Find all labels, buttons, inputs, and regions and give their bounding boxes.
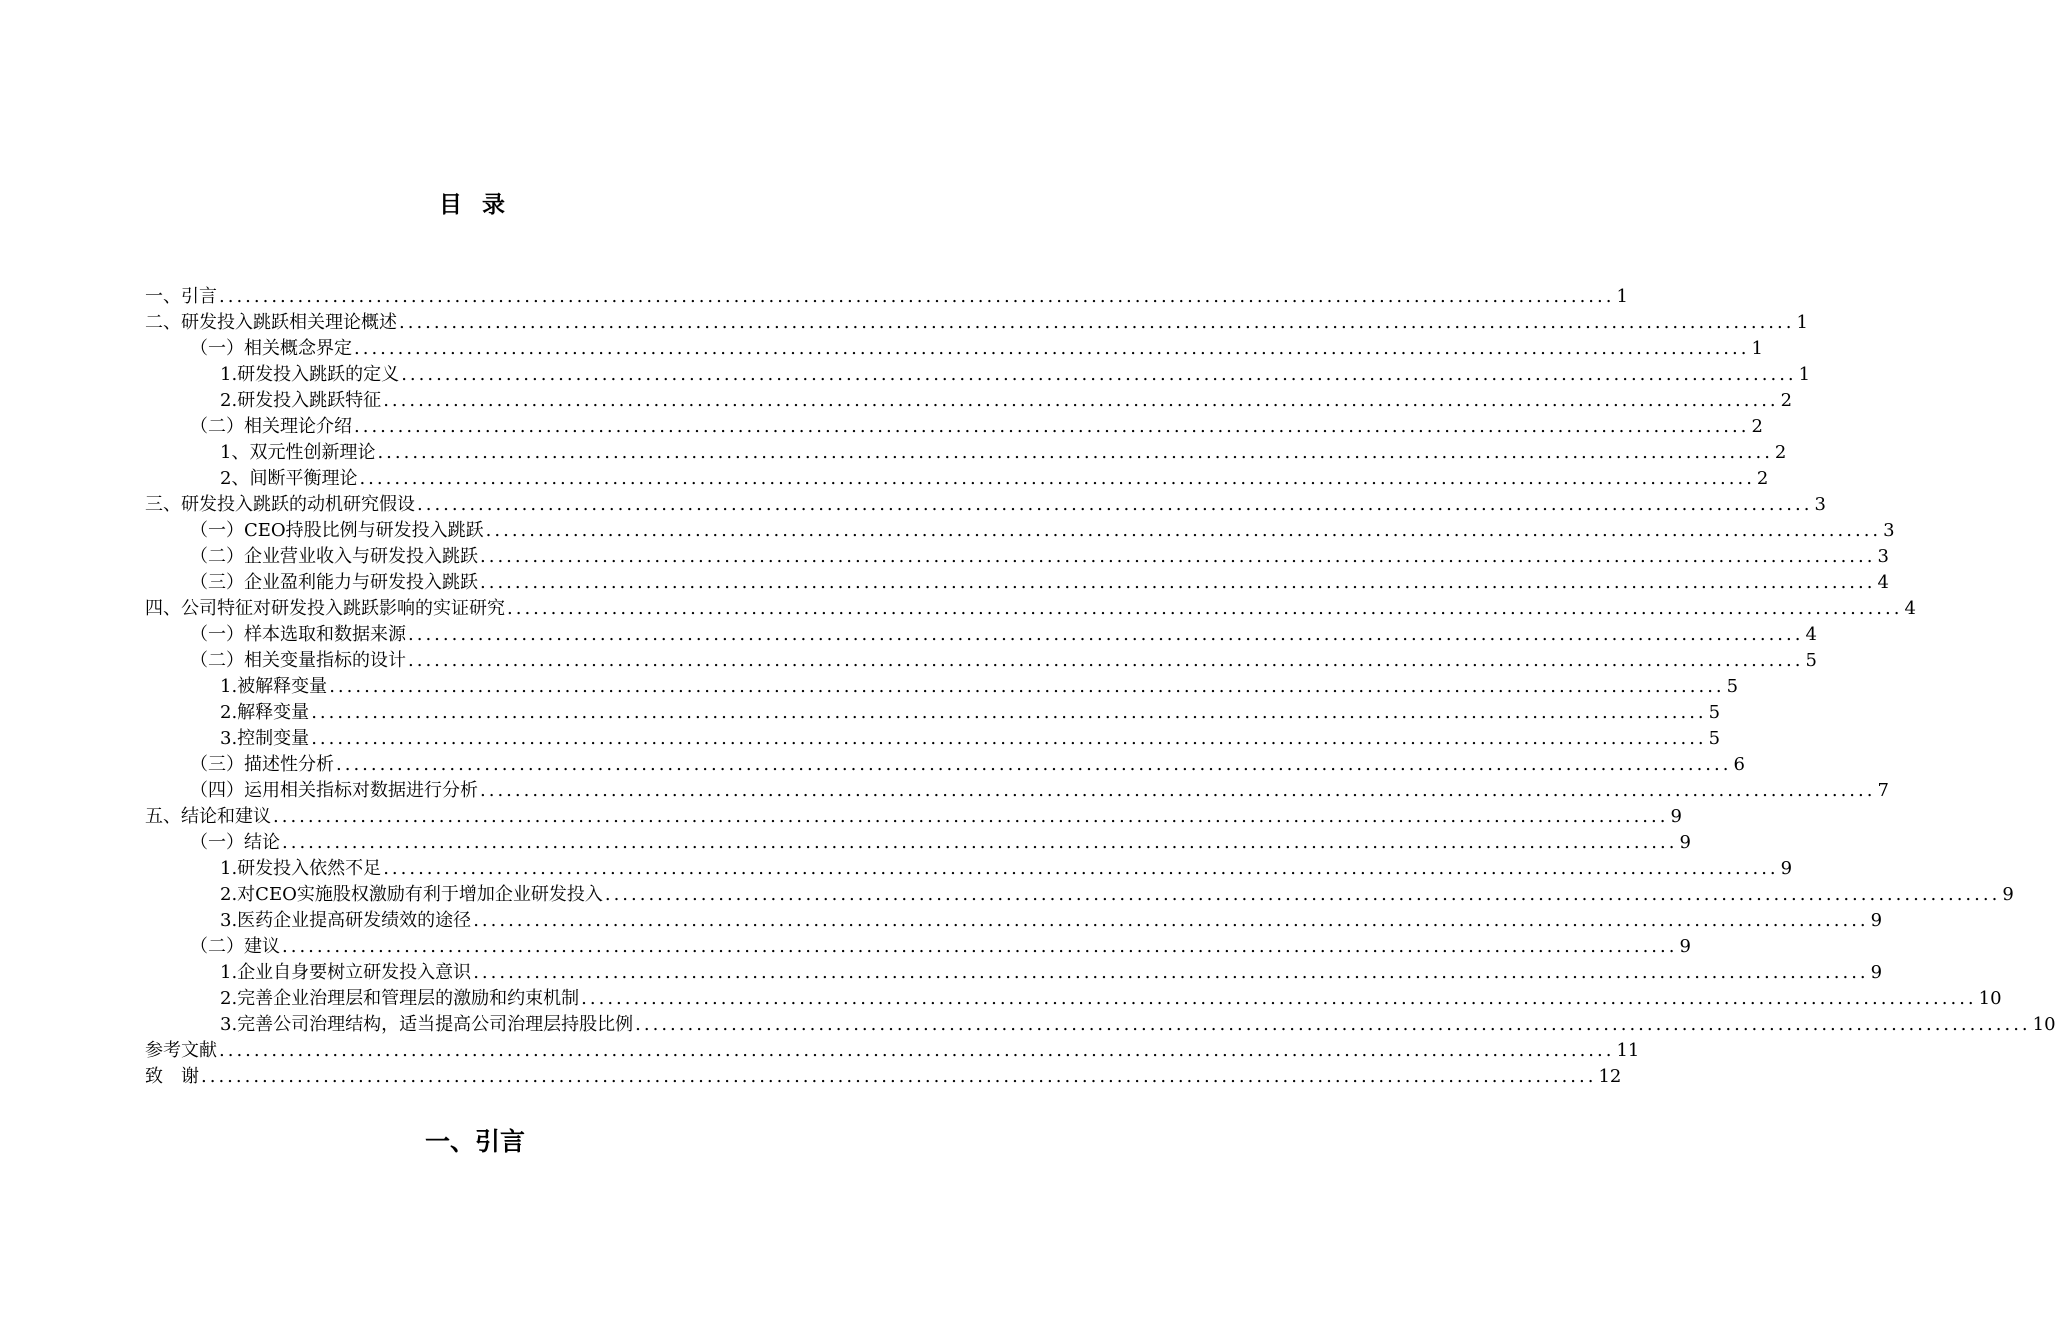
- toc-page-number: 2: [1751, 416, 1763, 437]
- toc-page-number: 9: [1870, 910, 1883, 931]
- toc-leader-dots: [334, 752, 1733, 778]
- toc-leader-dots: [309, 700, 1708, 726]
- toc-entry[interactable]: [145, 440, 1787, 466]
- toc-entry-title: （一）样本选取和数据来源: [190, 624, 406, 645]
- toc-entry-title: （一）结论: [190, 832, 280, 853]
- toc-leader-dots: [352, 414, 1751, 440]
- toc-entry-title: 1、双元性创新理论: [220, 442, 376, 463]
- toc-entry-title: 1.研发投入跳跃的定义: [220, 364, 400, 385]
- toc-page-number: 12: [1598, 1066, 1622, 1087]
- toc-entry[interactable]: [145, 622, 1817, 648]
- toc-entry[interactable]: [145, 960, 1883, 986]
- toc-page-number: 4: [1805, 624, 1817, 645]
- toc-entry-title: 致 谢: [145, 1066, 199, 1087]
- toc-entry-title: 1.研发投入依然不足: [220, 858, 382, 879]
- toc-entry-title: （一）CEO持股比例与研发投入跳跃: [190, 520, 484, 541]
- toc-entry[interactable]: [145, 674, 1739, 700]
- toc-leader-dots: [381, 856, 1780, 882]
- toc-leader-dots: [309, 726, 1708, 752]
- toc-entry[interactable]: [145, 648, 1817, 674]
- toc-entry-title: 3.控制变量: [220, 728, 310, 749]
- toc-leader-dots: [397, 310, 1796, 336]
- toc-page-number: 2: [1774, 442, 1787, 463]
- toc-leader-dots: [415, 492, 1814, 518]
- toc-leader-dots: [357, 466, 1756, 492]
- toc-page-number: 5: [1805, 650, 1817, 671]
- toc-entry-title: 2.研发投入跳跃特征: [220, 390, 382, 411]
- toc-entry-title: （四）运用相关指标对数据进行分析: [190, 780, 478, 801]
- toc-entry[interactable]: [145, 700, 1721, 726]
- toc-entry-title: （三）描述性分析: [190, 754, 334, 775]
- toc-entry-title: 结论和建议: [181, 806, 271, 827]
- toc-leader-dots: [484, 518, 1883, 544]
- toc-entry[interactable]: [145, 726, 1721, 752]
- toc-page-number: 3: [1877, 546, 1889, 567]
- toc-entry[interactable]: [145, 336, 1763, 362]
- toc-leader-dots: [280, 934, 1679, 960]
- toc-entry-title: 公司特征对研发投入跳跃影响的实证研究: [181, 598, 505, 619]
- toc-entry[interactable]: [145, 518, 1895, 544]
- toc-leader-dots: [352, 336, 1751, 362]
- toc-leader-dots: [406, 648, 1805, 674]
- toc-leader-dots: [478, 570, 1877, 596]
- toc-page-number: 4: [1904, 598, 1916, 619]
- toc-entry[interactable]: [145, 778, 1889, 804]
- toc-page-number: 1: [1616, 286, 1628, 307]
- toc-entry-title: （一）相关概念界定: [190, 338, 352, 359]
- toc-leader-dots: [471, 908, 1870, 934]
- toc-entry-title: 3.医药企业提高研发绩效的途径: [220, 910, 472, 931]
- toc-entry-title: 研发投入跳跃的动机研究假设: [181, 494, 415, 515]
- toc-entry-title: 3.完善公司治理结构，适当提高公司治理层持股比例: [220, 1014, 634, 1035]
- toc-page-number: 10: [2032, 1014, 2056, 1035]
- toc-entry[interactable]: [145, 882, 2014, 908]
- toc-title: 目 录: [438, 192, 511, 218]
- toc-entry[interactable]: [145, 830, 1691, 856]
- toc-page-number: 6: [1733, 754, 1745, 775]
- toc-leader-dots: [271, 804, 1670, 830]
- section-heading-introduction: 一、引言: [424, 1127, 525, 1156]
- toc-page-number: 9: [1670, 806, 1682, 827]
- toc-entry[interactable]: [145, 544, 1889, 570]
- toc-entry-title: 研发投入跳跃相关理论概述: [181, 312, 397, 333]
- toc-page-number: 1: [1796, 312, 1808, 333]
- toc-page-number: 1: [1798, 364, 1811, 385]
- toc-page-number: 10: [1978, 988, 2002, 1009]
- toc-entry[interactable]: [145, 986, 2002, 1012]
- toc-entry-title: （二）建议: [190, 936, 280, 957]
- toc-entry[interactable]: [145, 284, 1628, 310]
- toc-leader-dots: [633, 1012, 2032, 1038]
- toc-leader-dots: [381, 388, 1780, 414]
- toc-page-number: 5: [1708, 728, 1721, 749]
- toc-page-number: 1: [1751, 338, 1763, 359]
- toc-entry-title: 2、间断平衡理论: [220, 468, 358, 489]
- toc-entry[interactable]: [145, 492, 1826, 518]
- toc-entry-title: 2.完善企业治理层和管理层的激励和约束机制: [220, 988, 580, 1009]
- toc-leader-dots: [199, 1064, 1598, 1090]
- toc-entry-title: （三）企业盈利能力与研发投入跳跃: [190, 572, 478, 593]
- toc-entry[interactable]: [145, 856, 1793, 882]
- toc-entry-title: 1.被解释变量: [220, 676, 328, 697]
- toc-page-number: 3: [1814, 494, 1826, 515]
- toc-entry[interactable]: [145, 466, 1769, 492]
- toc-leader-dots: [217, 1038, 1616, 1064]
- toc-page-number: 9: [1679, 832, 1691, 853]
- toc-page-number: 2: [1780, 390, 1793, 411]
- toc-leader-dots: [478, 544, 1877, 570]
- toc-page-number: 11: [1616, 1040, 1640, 1061]
- toc-page-number: 9: [1870, 962, 1883, 983]
- toc-entry-number: 四、: [145, 598, 181, 619]
- toc-entry-title: 参考文献: [145, 1040, 217, 1061]
- toc-page-number: 3: [1883, 520, 1895, 541]
- toc-leader-dots: [471, 960, 1870, 986]
- toc-leader-dots: [406, 622, 1805, 648]
- toc-entry[interactable]: [145, 310, 1808, 336]
- toc-entry[interactable]: [145, 804, 1682, 830]
- toc-page-number: 4: [1877, 572, 1889, 593]
- toc-entry[interactable]: [145, 752, 1745, 778]
- toc-leader-dots: [603, 882, 2002, 908]
- toc-entry-title: （二）相关理论介绍: [190, 416, 352, 437]
- toc-entry-number: 五、: [145, 806, 181, 827]
- toc-entry[interactable]: [145, 1038, 1640, 1064]
- toc-entry-title: （二）相关变量指标的设计: [190, 650, 406, 671]
- toc-leader-dots: [399, 362, 1798, 388]
- toc-leader-dots: [375, 440, 1774, 466]
- toc-entry[interactable]: [145, 1012, 2056, 1038]
- toc-entry-title: 1.企业自身要树立研发投入意识: [220, 962, 472, 983]
- toc-page-number: 7: [1877, 780, 1889, 801]
- toc-entry[interactable]: [145, 1064, 1622, 1090]
- toc-entry[interactable]: [145, 596, 1916, 622]
- toc-entry-title: （二）企业营业收入与研发投入跳跃: [190, 546, 478, 567]
- toc-leader-dots: [579, 986, 1978, 1012]
- toc-leader-dots: [327, 674, 1726, 700]
- toc-entry-title: 2.解释变量: [220, 702, 310, 723]
- toc-entry-number: 二、: [145, 312, 181, 333]
- toc-leader-dots: [478, 778, 1877, 804]
- toc-entry[interactable]: [145, 570, 1889, 596]
- toc-entry[interactable]: [145, 908, 1883, 934]
- toc-page-number: 9: [2002, 884, 2014, 905]
- toc-entry[interactable]: [145, 414, 1763, 440]
- toc-page-number: 9: [1780, 858, 1793, 879]
- toc-leader-dots: [217, 284, 1616, 310]
- toc-entry-title: 2.对CEO实施股权激励有利于增加企业研发投入: [220, 884, 603, 905]
- toc-page-number: 5: [1726, 676, 1739, 697]
- toc-page-number: 9: [1679, 936, 1691, 957]
- toc-entry[interactable]: [145, 934, 1691, 960]
- toc-entry[interactable]: [145, 388, 1793, 414]
- toc-leader-dots: [280, 830, 1679, 856]
- toc-page-number: 2: [1756, 468, 1769, 489]
- toc-entry-title: 引言: [181, 286, 217, 307]
- toc-entry-number: 三、: [145, 494, 181, 515]
- toc-page-number: 5: [1708, 702, 1721, 723]
- toc-leader-dots: [505, 596, 1904, 622]
- table-of-contents: [145, 284, 2056, 1090]
- toc-entry[interactable]: [145, 362, 1811, 388]
- toc-entry-number: 一、: [145, 286, 181, 307]
